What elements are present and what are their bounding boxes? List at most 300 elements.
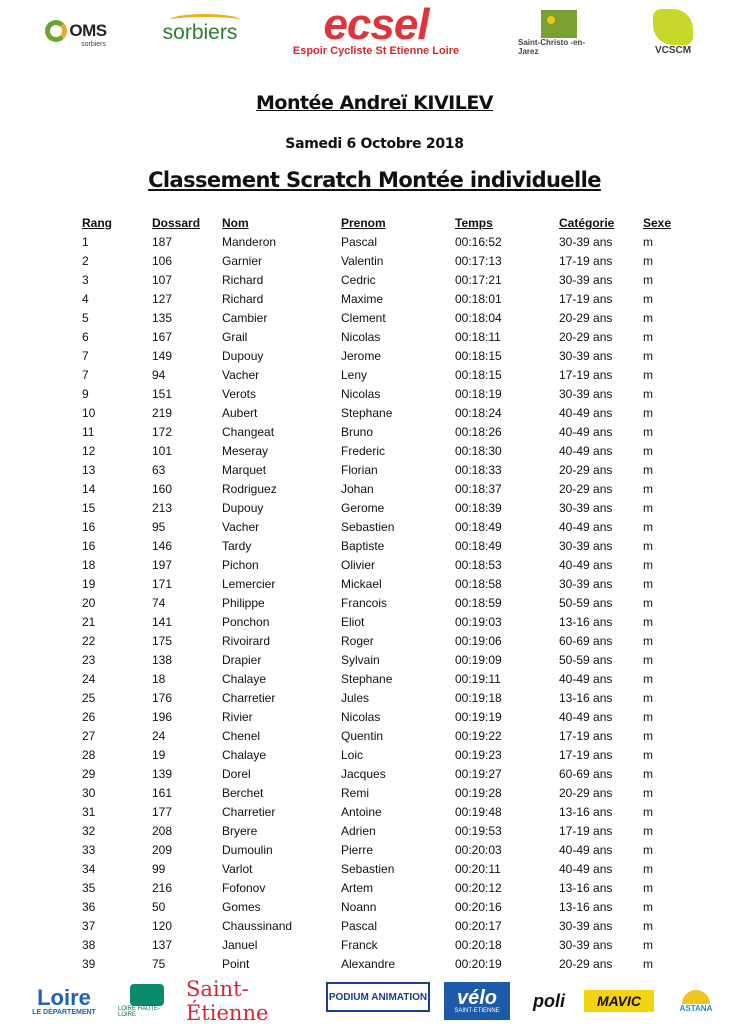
cell-temps: 00:19:27 [455,767,502,781]
cell-categorie: 20-29 ans [559,786,613,800]
cell-prenom: Frederic [341,444,386,458]
cell-prenom: Jules [341,691,370,705]
cell-temps: 00:16:52 [455,235,502,249]
table-row [0,651,749,670]
cell-sexe: m [643,349,653,363]
cell-rang: 34 [82,862,96,876]
cell-categorie: 40-49 ans [559,862,613,876]
cell-dossard: 209 [152,843,173,857]
table-row [0,404,749,423]
header-dossard: Dossard [152,216,201,230]
cell-dossard: 75 [152,957,166,971]
cell-prenom: Baptiste [341,539,385,553]
cell-sexe: m [643,824,653,838]
cell-sexe: m [643,767,653,781]
cell-temps: 00:19:28 [455,786,502,800]
cell-sexe: m [643,425,653,439]
cell-dossard: 19 [152,748,166,762]
cell-rang: 37 [82,919,96,933]
cell-sexe: m [643,919,653,933]
cell-sexe: m [643,292,653,306]
page-title: Montée Andreï KIVILEV [255,92,494,114]
cell-prenom: Jerome [341,349,382,363]
cell-prenom: Sebastien [341,520,395,534]
oms-logo-text: OMS [69,21,107,40]
cell-prenom: Roger [341,634,374,648]
cell-nom: Chenel [222,729,261,743]
cell-dossard: 197 [152,558,173,572]
table-body [0,233,749,974]
cell-prenom: Johan [341,482,374,496]
cell-categorie: 30-39 ans [559,501,613,515]
cell-nom: Garnier [222,254,263,268]
cell-nom: Dorel [222,767,251,781]
cell-prenom: Gerome [341,501,385,515]
poli-logo [520,982,578,1020]
cell-sexe: m [643,444,653,458]
cell-nom: Richard [222,273,264,287]
cell-sexe: m [643,577,653,591]
cell-prenom: Stephane [341,406,393,420]
oms-logo [40,14,112,48]
cell-categorie: 30-39 ans [559,938,613,952]
cell-dossard: 139 [152,767,173,781]
results-table [0,214,749,974]
cell-sexe: m [643,482,653,496]
cell-temps: 00:19:18 [455,691,502,705]
cell-categorie: 17-19 ans [559,254,613,268]
cell-categorie: 30-39 ans [559,919,613,933]
cell-prenom: Mickael [341,577,382,591]
cell-prenom: Adrien [341,824,376,838]
cell-prenom: Leny [341,368,368,382]
cell-temps: 00:17:21 [455,273,502,287]
cell-nom: Gomes [222,900,261,914]
cell-nom: Chalaye [222,672,267,686]
cell-temps: 00:18:15 [455,368,502,382]
cell-temps: 00:18:19 [455,387,502,401]
cell-dossard: 50 [152,900,166,914]
cell-dossard: 138 [152,653,173,667]
cell-nom: Charretier [222,805,276,819]
table-row [0,233,749,252]
cell-rang: 16 [82,539,96,553]
cell-prenom: Olivier [341,558,376,572]
cell-temps: 00:19:06 [455,634,502,648]
cell-prenom: Valentin [341,254,384,268]
cell-categorie: 20-29 ans [559,330,613,344]
cell-temps: 00:20:03 [455,843,502,857]
cell-prenom: Eliot [341,615,365,629]
table-row [0,765,749,784]
table-row [0,822,749,841]
cell-dossard: 216 [152,881,173,895]
table-row [0,803,749,822]
cell-sexe: m [643,653,653,667]
cell-sexe: m [643,387,653,401]
table-row [0,898,749,917]
cell-rang: 11 [82,425,95,439]
cell-dossard: 137 [152,938,173,952]
cell-rang: 4 [82,292,89,306]
cell-sexe: m [643,938,653,952]
cell-categorie: 60-69 ans [559,634,613,648]
cell-sexe: m [643,672,653,686]
cell-categorie: 40-49 ans [559,558,613,572]
cell-nom: Januel [222,938,258,952]
cell-rang: 28 [82,748,96,762]
saint-christo-emblem-icon [541,10,577,38]
cell-sexe: m [643,406,653,420]
cell-rang: 22 [82,634,96,648]
credit-agricole-logo [118,982,176,1020]
cell-rang: 1 [82,235,89,249]
cell-nom: Grail [222,330,248,344]
cell-dossard: 107 [152,273,173,287]
cell-prenom: Remi [341,786,370,800]
cell-temps: 00:18:30 [455,444,502,458]
table-row [0,347,749,366]
ecsel-logo-sub: Espoir Cycliste St Etienne Loire [292,45,460,57]
oms-ring-icon [45,20,67,42]
cell-categorie: 13-16 ans [559,881,613,895]
cell-rang: 6 [82,330,89,344]
cell-categorie: 30-39 ans [559,235,613,249]
cell-nom: Rodriguez [222,482,277,496]
table-row [0,860,749,879]
cell-dossard: 95 [152,520,166,534]
cell-rang: 27 [82,729,96,743]
mavic-logo [584,990,654,1012]
cell-categorie: 20-29 ans [559,463,613,477]
cell-prenom: Pierre [341,843,374,857]
cell-categorie: 30-39 ans [559,387,613,401]
table-row [0,746,749,765]
cell-prenom: Nicolas [341,710,381,724]
cell-categorie: 60-69 ans [559,767,613,781]
table-row [0,841,749,860]
cell-categorie: 40-49 ans [559,520,613,534]
cell-temps: 00:18:49 [455,520,502,534]
cell-nom: Marquet [222,463,267,477]
cell-prenom: Jacques [341,767,386,781]
cell-categorie: 50-59 ans [559,596,613,610]
velo-logo-sub: SAINT-ETIENNE [454,1008,500,1014]
cell-categorie: 20-29 ans [559,482,613,496]
cell-temps: 00:19:11 [455,672,501,686]
cell-dossard: 120 [152,919,173,933]
cell-dossard: 172 [152,425,173,439]
table-row [0,290,749,309]
cell-nom: Ponchon [222,615,270,629]
velo-logo [444,982,510,1020]
podium-animation-logo [326,982,430,1012]
cell-temps: 00:18:33 [455,463,502,477]
table-row [0,537,749,556]
cell-prenom: Franck [341,938,378,952]
cell-dossard: 101 [152,444,173,458]
header-temps: Temps [455,216,493,230]
cell-nom: Changeat [222,425,275,439]
table-row [0,556,749,575]
astana-logo [664,982,728,1020]
loire-logo [22,982,106,1020]
cell-sexe: m [643,691,653,705]
cell-dossard: 175 [152,634,173,648]
cell-sexe: m [643,862,653,876]
cell-categorie: 40-49 ans [559,425,613,439]
cell-temps: 00:19:09 [455,653,502,667]
cell-categorie: 17-19 ans [559,748,613,762]
table-row [0,575,749,594]
cell-sexe: m [643,501,653,515]
cell-nom: Pichon [222,558,259,572]
cell-rang: 38 [82,938,96,952]
cell-categorie: 30-39 ans [559,577,613,591]
ranking-title: Classement Scratch Montée individuelle [148,168,601,192]
table-row [0,708,749,727]
cell-dossard: 63 [152,463,166,477]
loire-logo-text: Loire [37,984,91,1010]
cell-sexe: m [643,805,653,819]
cell-dossard: 176 [152,691,173,705]
vcscm-logo-text: VCSCM [654,44,692,56]
table-row [0,309,749,328]
cell-temps: 00:18:37 [455,482,502,496]
cell-prenom: Florian [341,463,378,477]
sorbiers-logo-text: sorbiers [162,21,238,44]
table-row [0,917,749,936]
cell-nom: Bryere [222,824,258,838]
cell-dossard: 149 [152,349,173,363]
cell-prenom: Sylvain [341,653,380,667]
cell-dossard: 135 [152,311,173,325]
cell-temps: 00:18:04 [455,311,502,325]
cell-categorie: 13-16 ans [559,615,613,629]
cell-rang: 2 [82,254,89,268]
cell-categorie: 13-16 ans [559,691,613,705]
cell-sexe: m [643,520,653,534]
table-row [0,727,749,746]
cell-nom: Meseray [222,444,269,458]
cell-prenom: Stephane [341,672,393,686]
cell-rang: 15 [82,501,96,515]
cell-rang: 18 [82,558,96,572]
cell-temps: 00:20:11 [455,862,501,876]
cell-nom: Rivoirard [222,634,271,648]
cell-rang: 7 [82,349,89,363]
table-row [0,252,749,271]
cell-prenom: Nicolas [341,387,381,401]
table-row [0,955,749,974]
cell-sexe: m [643,786,653,800]
cell-rang: 25 [82,691,96,705]
cell-sexe: m [643,368,653,382]
astana-sun-icon [682,990,710,1004]
saint-etienne-logo-text: Saint-Étienne [186,977,269,1024]
cell-sexe: m [643,615,653,629]
cell-sexe: m [643,843,653,857]
cell-temps: 00:18:59 [455,596,502,610]
cell-nom: Tardy [222,539,252,553]
cell-temps: 00:18:15 [455,349,502,363]
cell-dossard: 127 [152,292,173,306]
cell-sexe: m [643,596,653,610]
cell-categorie: 17-19 ans [559,292,613,306]
table-row [0,936,749,955]
cell-nom: Vacher [222,520,260,534]
cell-temps: 00:19:53 [455,824,502,838]
cell-rang: 21 [82,615,96,629]
cell-sexe: m [643,634,653,648]
cell-dossard: 213 [152,501,173,515]
cell-prenom: Clement [341,311,386,325]
mavic-logo-text: MAVIC [596,993,642,1009]
cell-dossard: 106 [152,254,173,268]
cell-nom: Dupouy [222,349,264,363]
cyclist-icon [653,9,693,45]
cell-prenom: Quentin [341,729,384,743]
cell-temps: 00:17:13 [455,254,502,268]
vcscm-logo [644,6,702,58]
cell-dossard: 141 [152,615,173,629]
header-prenom: Prenom [341,216,386,230]
cell-rang: 24 [82,672,96,686]
cell-nom: Lemercier [222,577,276,591]
cell-categorie: 13-16 ans [559,805,613,819]
cell-sexe: m [643,311,653,325]
cell-dossard: 161 [152,786,173,800]
header-sexe: Sexe [643,216,672,230]
cell-temps: 00:18:01 [455,292,502,306]
astana-logo-text: ASTANA [679,1003,713,1013]
cell-temps: 00:19:19 [455,710,502,724]
cell-dossard: 99 [152,862,166,876]
table-row [0,670,749,689]
sorbiers-logo [142,16,258,50]
sorbiers-swoosh-icon [170,14,240,26]
cell-rang: 33 [82,843,96,857]
cell-nom: Chaussinand [222,919,293,933]
cell-rang: 32 [82,824,96,838]
cell-dossard: 219 [152,406,173,420]
table-row [0,594,749,613]
cell-prenom: Antoine [341,805,382,819]
cell-dossard: 94 [152,368,166,382]
cell-rang: 9 [82,387,89,401]
cell-rang: 5 [82,311,89,325]
header-categorie: Catégorie [559,216,615,230]
table-row [0,613,749,632]
cell-prenom: Nicolas [341,330,381,344]
cell-rang: 19 [82,577,96,591]
cell-prenom: Loic [341,748,364,762]
oms-logo-sub: sorbiers [81,41,106,48]
table-row [0,784,749,803]
cell-categorie: 13-16 ans [559,900,613,914]
cell-sexe: m [643,273,653,287]
cell-dossard: 196 [152,710,173,724]
cell-sexe: m [643,235,653,249]
cell-categorie: 50-59 ans [559,653,613,667]
cell-temps: 00:18:26 [455,425,502,439]
cell-sexe: m [643,254,653,268]
cell-nom: Vacher [222,368,260,382]
cell-prenom: Cedric [341,273,376,287]
table-row [0,480,749,499]
cell-nom: Manderon [222,235,277,249]
cell-temps: 00:19:03 [455,615,502,629]
cell-nom: Fofonov [222,881,266,895]
sponsor-logos [0,977,749,1024]
cell-nom: Aubert [222,406,258,420]
velo-logo-text: vélo [456,987,498,1009]
cell-categorie: 20-29 ans [559,957,613,971]
cell-rang: 39 [82,957,96,971]
cell-nom: Rivier [222,710,253,724]
table-row [0,385,749,404]
cell-dossard: 177 [152,805,173,819]
cell-nom: Philippe [222,596,265,610]
table-row [0,271,749,290]
cell-rang: 13 [82,463,96,477]
cell-sexe: m [643,463,653,477]
cell-prenom: Bruno [341,425,374,439]
header-nom: Nom [222,216,249,230]
cell-sexe: m [643,729,653,743]
cell-nom: Dumoulin [222,843,273,857]
cell-nom: Berchet [222,786,264,800]
cell-nom: Point [222,957,250,971]
ecsel-logo-text: ecsel [323,0,429,49]
cell-sexe: m [643,900,653,914]
table-row [0,328,749,347]
podium-logo-text: PODIUM ANIMATION [328,991,428,1003]
cell-dossard: 160 [152,482,173,496]
credit-agricole-logo-sub: LOIRE HAUTE-LOIRE [118,1006,161,1018]
table-row [0,499,749,518]
cell-dossard: 187 [152,235,173,249]
cell-categorie: 40-49 ans [559,672,613,686]
cell-temps: 00:18:49 [455,539,502,553]
cell-sexe: m [643,748,653,762]
cell-temps: 00:18:53 [455,558,502,572]
cell-rang: 16 [82,520,96,534]
cell-rang: 36 [82,900,96,914]
cell-rang: 31 [82,805,96,819]
table-row [0,518,749,537]
cell-temps: 00:20:16 [455,900,502,914]
table-row [0,366,749,385]
cell-temps: 00:20:18 [455,938,502,952]
cell-nom: Cambier [222,311,268,325]
cell-nom: Dupouy [222,501,264,515]
cell-sexe: m [643,330,653,344]
cell-categorie: 40-49 ans [559,444,613,458]
cell-temps: 00:18:39 [455,501,502,515]
cell-categorie: 20-29 ans [559,311,613,325]
cell-rang: 20 [82,596,96,610]
cell-nom: Chalaye [222,748,267,762]
cell-dossard: 171 [152,577,173,591]
cell-prenom: Artem [341,881,374,895]
cell-categorie: 30-39 ans [559,273,613,287]
cell-nom: Varlot [222,862,253,876]
cell-rang: 3 [82,273,89,287]
table-row [0,689,749,708]
cell-dossard: 151 [152,387,173,401]
cell-dossard: 24 [152,729,166,743]
